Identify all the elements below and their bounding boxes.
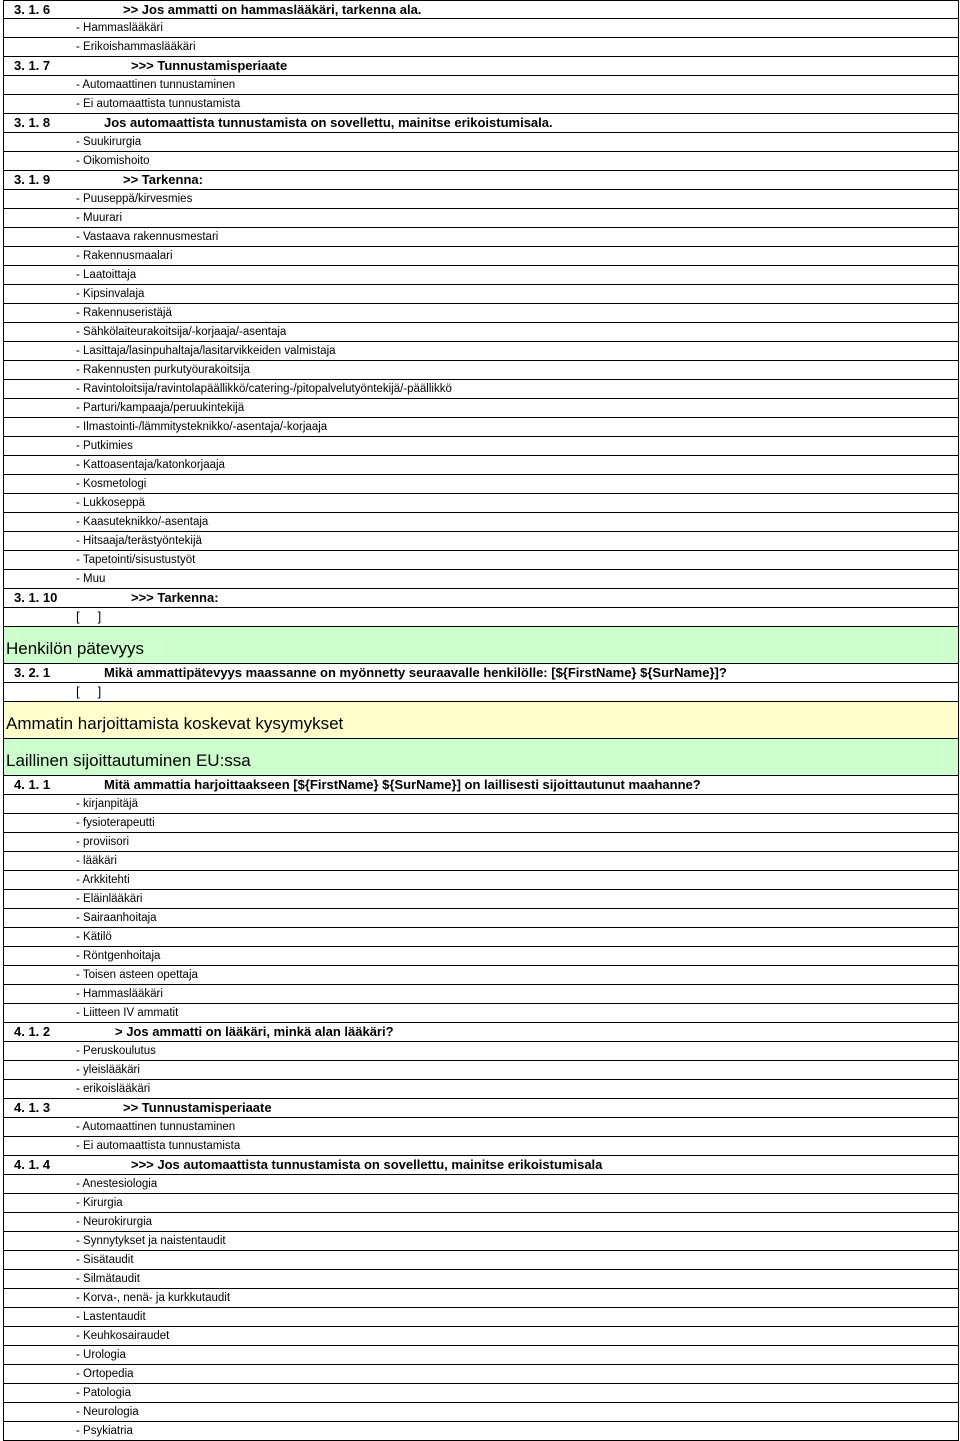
option-item: - erikoislääkäri bbox=[4, 1080, 958, 1099]
section-header: Ammatin harjoittamista koskevat kysymykset bbox=[4, 702, 958, 739]
question-text: >>> Tunnustamisperiaate bbox=[131, 58, 288, 73]
option-item: - Lastentaudit bbox=[4, 1308, 958, 1327]
option-item: - Automaattinen tunnustaminen bbox=[4, 1118, 958, 1137]
question-text: Mitä ammattia harjoittaakseen [${FirstName} ${SurName}] on laillisesti sijoittautunut maahanne? bbox=[104, 777, 701, 792]
option-item: - Rakennuseristäjä bbox=[4, 304, 958, 323]
option-item: - Ravintoloitsija/ravintolapäällikkö/catering-/pitopalvelutyöntekijä/-päällikkö bbox=[4, 380, 958, 399]
question-text: >>> Tarkenna: bbox=[131, 590, 219, 605]
question-text: >> Tunnustamisperiaate bbox=[123, 1100, 272, 1115]
option-item: - Anestesiologia bbox=[4, 1175, 958, 1194]
question-row bbox=[4, 1023, 958, 1042]
option-item: - Suukirurgia bbox=[4, 133, 958, 152]
option-item: - Muurari bbox=[4, 209, 958, 228]
option-item: - Toisen asteen opettaja bbox=[4, 966, 958, 985]
option-item: - Korva-, nenä- ja kurkkutaudit bbox=[4, 1289, 958, 1308]
answer-field: [ ] bbox=[4, 683, 958, 702]
option-item: - Sähkölaiteurakoitsija/-korjaaja/-asentaja bbox=[4, 323, 958, 342]
question-number: 3. 2. 1 bbox=[14, 665, 51, 680]
option-item: - Automaattinen tunnustaminen bbox=[4, 76, 958, 95]
option-item: - Keuhkosairaudet bbox=[4, 1327, 958, 1346]
question-row bbox=[4, 664, 958, 683]
option-item: - Ilmastointi-/lämmitysteknikko/-asentaja/-korjaaja bbox=[4, 418, 958, 437]
question-number: 3. 1. 10 bbox=[14, 590, 58, 605]
option-item: - Ortopedia bbox=[4, 1365, 958, 1384]
option-item: - Psykiatria bbox=[4, 1422, 958, 1441]
question-text: >> Tarkenna: bbox=[123, 172, 203, 187]
option-item: - Putkimies bbox=[4, 437, 958, 456]
question-text: Mikä ammattipätevyys maassanne on myönnetty seuraavalle henkilölle: [${FirstName} ${SurName}]? bbox=[104, 665, 727, 680]
option-item: - Kaasuteknikko/-asentaja bbox=[4, 513, 958, 532]
question-row bbox=[4, 114, 958, 133]
question-number: 4. 1. 3 bbox=[14, 1100, 51, 1115]
option-item: - Neurologia bbox=[4, 1403, 958, 1422]
option-item: - Sairaanhoitaja bbox=[4, 909, 958, 928]
option-item: - Vastaava rakennusmestari bbox=[4, 228, 958, 247]
option-item: - Peruskoulutus bbox=[4, 1042, 958, 1061]
option-item: - Rakennusmaalari bbox=[4, 247, 958, 266]
option-item: - lääkäri bbox=[4, 852, 958, 871]
option-item: - Sisätaudit bbox=[4, 1251, 958, 1270]
option-item: - Kipsinvalaja bbox=[4, 285, 958, 304]
section-header: Laillinen sijoittautuminen EU:ssa bbox=[4, 739, 958, 776]
question-text: >>> Jos automaattista tunnustamista on sovellettu, mainitse erikoistumisala bbox=[131, 1157, 603, 1172]
option-item: - Eläinlääkäri bbox=[4, 890, 958, 909]
option-item: - Hitsaaja/terästyöntekijä bbox=[4, 532, 958, 551]
option-item: - Silmätaudit bbox=[4, 1270, 958, 1289]
option-item: - Lukkoseppä bbox=[4, 494, 958, 513]
option-item: - Erikoishammaslääkäri bbox=[4, 38, 958, 57]
question-row bbox=[4, 171, 958, 190]
question-text: > Jos ammatti on lääkäri, minkä alan lääkäri? bbox=[115, 1024, 394, 1039]
question-row bbox=[4, 776, 958, 795]
option-item: - Urologia bbox=[4, 1346, 958, 1365]
option-item: - Laatoittaja bbox=[4, 266, 958, 285]
option-item: - Rakennusten purkutyöurakoitsija bbox=[4, 361, 958, 380]
option-item: - Kattoasentaja/katonkorjaaja bbox=[4, 456, 958, 475]
option-item: - Kosmetologi bbox=[4, 475, 958, 494]
option-item: - Puuseppä/kirvesmies bbox=[4, 190, 958, 209]
option-item: - Neurokirurgia bbox=[4, 1213, 958, 1232]
question-number: 4. 1. 2 bbox=[14, 1024, 51, 1039]
question-row bbox=[4, 589, 958, 608]
question-row bbox=[4, 1099, 958, 1118]
question-number: 4. 1. 4 bbox=[14, 1157, 51, 1172]
option-item: - Tapetointi/sisustustyöt bbox=[4, 551, 958, 570]
option-item: - Hammaslääkäri bbox=[4, 985, 958, 1004]
question-text: Jos automaattista tunnustamista on sovellettu, mainitse erikoistumisala. bbox=[104, 115, 553, 130]
option-item: - Arkkitehti bbox=[4, 871, 958, 890]
answer-field: [ ] bbox=[4, 608, 958, 627]
question-number: 3. 1. 9 bbox=[14, 172, 51, 187]
option-item: - kirjanpitäjä bbox=[4, 795, 958, 814]
question-number: 3. 1. 7 bbox=[14, 58, 51, 73]
question-row bbox=[4, 0, 958, 19]
question-number: 4. 1. 1 bbox=[14, 777, 51, 792]
option-item: - Kirurgia bbox=[4, 1194, 958, 1213]
question-number: 3. 1. 6 bbox=[14, 2, 51, 17]
option-item: - Patologia bbox=[4, 1384, 958, 1403]
option-item: - Synnytykset ja naistentaudit bbox=[4, 1232, 958, 1251]
option-item: - Kätilö bbox=[4, 928, 958, 947]
option-item: - Ei automaattista tunnustamista bbox=[4, 95, 958, 114]
question-text: >> Jos ammatti on hammaslääkäri, tarkenna ala. bbox=[123, 2, 422, 17]
option-item: - Oikomishoito bbox=[4, 152, 958, 171]
question-row bbox=[4, 57, 958, 76]
form-document bbox=[3, 0, 959, 1441]
option-item: - yleislääkäri bbox=[4, 1061, 958, 1080]
option-item: - Muu bbox=[4, 570, 958, 589]
option-item: - Parturi/kampaaja/peruukintekijä bbox=[4, 399, 958, 418]
option-item: - Ei automaattista tunnustamista bbox=[4, 1137, 958, 1156]
question-row bbox=[4, 1156, 958, 1175]
option-item: - Lasittaja/lasinpuhaltaja/lasitarvikkeiden valmistaja bbox=[4, 342, 958, 361]
option-item: - Hammaslääkäri bbox=[4, 19, 958, 38]
option-item: - fysioterapeutti bbox=[4, 814, 958, 833]
section-header: Henkilön pätevyys bbox=[4, 627, 958, 664]
option-item: - proviisori bbox=[4, 833, 958, 852]
option-item: - Liitteen IV ammatit bbox=[4, 1004, 958, 1023]
option-item: - Röntgenhoitaja bbox=[4, 947, 958, 966]
question-number: 3. 1. 8 bbox=[14, 115, 51, 130]
